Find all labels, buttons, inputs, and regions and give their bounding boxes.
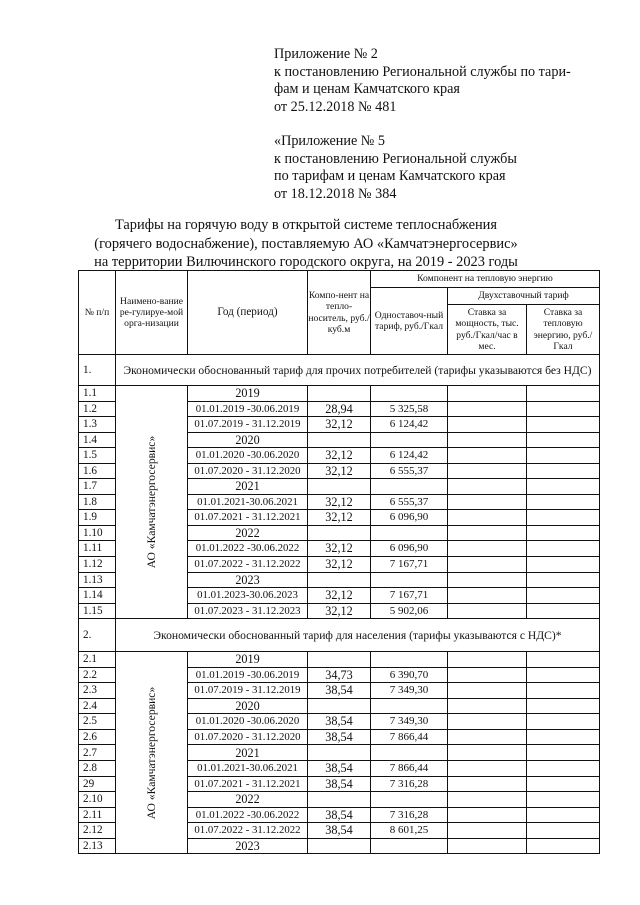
period-label: 01.01.2021-30.06.2021 <box>188 761 308 777</box>
row-num: 1.7 <box>79 479 116 495</box>
one-part-tariff <box>371 479 448 495</box>
row-num: 1.1 <box>79 386 116 402</box>
row-num: 1.5 <box>79 448 116 464</box>
period-label: 01.01.2020 -30.06.2020 <box>188 448 308 464</box>
power-rate <box>448 525 527 541</box>
header-line: от 25.12.2018 № 481 <box>274 98 397 115</box>
energy-rate <box>527 588 600 604</box>
period-label: 01.07.2023 - 31.12.2023 <box>188 603 308 619</box>
energy-rate <box>527 557 600 573</box>
water-component: 32,12 <box>308 417 371 433</box>
energy-rate <box>527 792 600 808</box>
period-label: 01.01.2023-30.06.2023 <box>188 588 308 604</box>
power-rate <box>448 401 527 417</box>
row-num: 2.3 <box>79 683 116 699</box>
header-line: к постановлению Региональной службы <box>274 150 517 167</box>
water-component <box>308 479 371 495</box>
row-num: 1.6 <box>79 463 116 479</box>
header-heat-group: Компонент на тепловую энергию <box>371 271 600 288</box>
power-rate <box>448 510 527 526</box>
period-label: 01.07.2019 - 31.12.2019 <box>188 683 308 699</box>
water-component <box>308 386 371 402</box>
power-rate <box>448 776 527 792</box>
section-title: Экономически обоснованный тариф для населения (тарифы указываются с НДС)* <box>116 619 600 652</box>
year-label: 2022 <box>188 792 308 808</box>
one-part-tariff <box>371 652 448 668</box>
water-component: 32,12 <box>308 603 371 619</box>
power-rate <box>448 479 527 495</box>
row-num: 1.15 <box>79 603 116 619</box>
water-component: 32,12 <box>308 494 371 510</box>
one-part-tariff <box>371 792 448 808</box>
power-rate <box>448 386 527 402</box>
row-num: 2.12 <box>79 823 116 839</box>
row-num: 2.7 <box>79 745 116 761</box>
organization-label: АО «Камчатэнергосервис» <box>144 435 158 569</box>
year-label: 2023 <box>188 838 308 854</box>
period-label: 01.07.2022 - 31.12.2022 <box>188 823 308 839</box>
power-rate <box>448 557 527 573</box>
water-component: 38,54 <box>308 729 371 745</box>
row-num: 2.4 <box>79 698 116 714</box>
row-num: 29 <box>79 776 116 792</box>
power-rate <box>448 541 527 557</box>
power-rate <box>448 698 527 714</box>
document-title: Тарифы на горячую воду в открытой системе теплоснабжения (горячего водоснабжение), поставляемую АО «Камчатэнергосервис» на территории Вилючинского городского округа, на 2019 - 2023 годы <box>94 217 518 270</box>
energy-rate <box>527 417 600 433</box>
period-label: 01.07.2020 - 31.12.2020 <box>188 729 308 745</box>
water-component <box>308 698 371 714</box>
one-part-tariff: 5 902,06 <box>371 603 448 619</box>
year-label: 2022 <box>188 525 308 541</box>
period-label: 01.01.2021-30.06.2021 <box>188 494 308 510</box>
one-part-tariff <box>371 838 448 854</box>
one-part-tariff: 6 096,90 <box>371 510 448 526</box>
organization-name <box>116 652 188 854</box>
header-num: № п/п <box>79 271 116 355</box>
energy-rate <box>527 401 600 417</box>
energy-rate <box>527 823 600 839</box>
year-label: 2020 <box>188 432 308 448</box>
water-component: 32,12 <box>308 557 371 573</box>
row-num: 1.10 <box>79 525 116 541</box>
year-label: 2021 <box>188 479 308 495</box>
power-rate <box>448 494 527 510</box>
water-component <box>308 432 371 448</box>
table-row <box>79 652 600 668</box>
organization-label: АО «Камчатэнергосервис» <box>144 686 158 819</box>
water-component: 32,12 <box>308 510 371 526</box>
water-component: 34,73 <box>308 667 371 683</box>
water-component: 32,12 <box>308 463 371 479</box>
period-label: 01.01.2022 -30.06.2022 <box>188 807 308 823</box>
energy-rate <box>527 652 600 668</box>
one-part-tariff: 7 167,71 <box>371 588 448 604</box>
power-rate <box>448 792 527 808</box>
one-part-tariff <box>371 432 448 448</box>
power-rate <box>448 572 527 588</box>
energy-rate <box>527 776 600 792</box>
power-rate <box>448 417 527 433</box>
water-component: 38,54 <box>308 683 371 699</box>
row-num: 2.13 <box>79 838 116 854</box>
water-component: 38,54 <box>308 776 371 792</box>
one-part-tariff: 7 866,44 <box>371 761 448 777</box>
row-num: 1.4 <box>79 432 116 448</box>
one-part-tariff: 6 390,70 <box>371 667 448 683</box>
header-line: от 18.12.2018 № 384 <box>274 185 397 202</box>
row-num: 2.10 <box>79 792 116 808</box>
energy-rate <box>527 510 600 526</box>
water-component: 38,54 <box>308 714 371 730</box>
one-part-tariff <box>371 572 448 588</box>
header-two-part: Двухставочный тариф <box>448 288 600 305</box>
period-label: 01.07.2021 - 31.12.2021 <box>188 510 308 526</box>
water-component: 32,12 <box>308 448 371 464</box>
water-component <box>308 652 371 668</box>
one-part-tariff: 7 349,30 <box>371 683 448 699</box>
power-rate <box>448 761 527 777</box>
header-line: по тарифам и ценам Камчатского края <box>274 168 506 184</box>
water-component: 38,54 <box>308 807 371 823</box>
year-label: 2019 <box>188 386 308 402</box>
energy-rate <box>527 745 600 761</box>
header-line: к постановлению Региональной службы по тари- <box>274 63 571 80</box>
period-label: 01.07.2022 - 31.12.2022 <box>188 557 308 573</box>
power-rate <box>448 729 527 745</box>
one-part-tariff: 6 124,42 <box>371 417 448 433</box>
period-label: 01.01.2022 -30.06.2022 <box>188 541 308 557</box>
year-label: 2023 <box>188 572 308 588</box>
one-part-tariff: 6 096,90 <box>371 541 448 557</box>
energy-rate <box>527 525 600 541</box>
organization-name <box>116 386 188 619</box>
row-num: 2.1 <box>79 652 116 668</box>
section-num: 1. <box>79 355 116 386</box>
one-part-tariff: 7 349,30 <box>371 714 448 730</box>
water-component: 38,54 <box>308 761 371 777</box>
energy-rate <box>527 572 600 588</box>
period-label: 01.07.2019 - 31.12.2019 <box>188 417 308 433</box>
one-part-tariff: 6 124,42 <box>371 448 448 464</box>
power-rate <box>448 683 527 699</box>
row-num: 1.9 <box>79 510 116 526</box>
row-num: 2.5 <box>79 714 116 730</box>
header-power-rate: Ставка за мощность, тыс. руб./Гкал/час в мес. <box>448 305 527 355</box>
row-num: 1.8 <box>79 494 116 510</box>
water-component <box>308 745 371 761</box>
power-rate <box>448 667 527 683</box>
row-num: 2.2 <box>79 667 116 683</box>
power-rate <box>448 652 527 668</box>
one-part-tariff: 7 316,28 <box>371 807 448 823</box>
one-part-tariff: 6 555,37 <box>371 463 448 479</box>
water-component: 38,54 <box>308 823 371 839</box>
header-line: фам и ценам Камчатского края <box>274 81 460 97</box>
section-num: 2. <box>79 619 116 652</box>
header-org: Наимено-вание ре-гулируе-мой орга-низации <box>116 271 188 355</box>
water-component <box>308 572 371 588</box>
one-part-tariff <box>371 525 448 541</box>
energy-rate <box>527 729 600 745</box>
header-energy-rate: Ставка за тепловую энергию, руб./Гкал <box>527 305 600 355</box>
tariff-table <box>78 270 600 854</box>
header-water: Компо-нент на тепло-носитель, руб./куб.м <box>308 271 371 355</box>
row-num: 2.11 <box>79 807 116 823</box>
period-label: 01.01.2019 -30.06.2019 <box>188 667 308 683</box>
energy-rate <box>527 541 600 557</box>
power-rate <box>448 807 527 823</box>
energy-rate <box>527 698 600 714</box>
row-num: 1.12 <box>79 557 116 573</box>
row-num: 1.14 <box>79 588 116 604</box>
period-label: 01.01.2020 -30.06.2020 <box>188 714 308 730</box>
period-label: 01.07.2021 - 31.12.2021 <box>188 776 308 792</box>
row-num: 1.2 <box>79 401 116 417</box>
power-rate <box>448 745 527 761</box>
header-line: Приложение № 2 <box>274 46 378 62</box>
energy-rate <box>527 463 600 479</box>
year-label: 2020 <box>188 698 308 714</box>
row-num: 1.13 <box>79 572 116 588</box>
row-num: 2.6 <box>79 729 116 745</box>
water-component: 32,12 <box>308 541 371 557</box>
power-rate <box>448 823 527 839</box>
energy-rate <box>527 714 600 730</box>
one-part-tariff: 7 167,71 <box>371 557 448 573</box>
one-part-tariff: 7 316,28 <box>371 776 448 792</box>
energy-rate <box>527 494 600 510</box>
row-num: 1.11 <box>79 541 116 557</box>
water-component: 28,94 <box>308 401 371 417</box>
power-rate <box>448 463 527 479</box>
energy-rate <box>527 667 600 683</box>
one-part-tariff <box>371 698 448 714</box>
water-component <box>308 792 371 808</box>
header-one-part: Одноставоч-ный тариф, руб./Гкал <box>371 288 448 355</box>
power-rate <box>448 432 527 448</box>
header-line: «Приложение № 5 <box>274 133 385 149</box>
power-rate <box>448 838 527 854</box>
power-rate <box>448 603 527 619</box>
energy-rate <box>527 683 600 699</box>
row-num: 1.3 <box>79 417 116 433</box>
one-part-tariff <box>371 745 448 761</box>
table-row <box>79 386 600 402</box>
one-part-tariff: 7 866,44 <box>371 729 448 745</box>
power-rate <box>448 448 527 464</box>
one-part-tariff: 8 601,25 <box>371 823 448 839</box>
year-label: 2019 <box>188 652 308 668</box>
energy-rate <box>527 761 600 777</box>
water-component <box>308 838 371 854</box>
header-period: Год (период) <box>188 271 308 355</box>
year-label: 2021 <box>188 745 308 761</box>
energy-rate <box>527 838 600 854</box>
energy-rate <box>527 432 600 448</box>
power-rate <box>448 588 527 604</box>
one-part-tariff <box>371 386 448 402</box>
one-part-tariff: 5 325,58 <box>371 401 448 417</box>
appendix-header <box>274 46 571 203</box>
energy-rate <box>527 807 600 823</box>
energy-rate <box>527 448 600 464</box>
period-label: 01.07.2020 - 31.12.2020 <box>188 463 308 479</box>
period-label: 01.01.2019 -30.06.2019 <box>188 401 308 417</box>
power-rate <box>448 714 527 730</box>
energy-rate <box>527 386 600 402</box>
energy-rate <box>527 479 600 495</box>
section-title: Экономически обоснованный тариф для прочих потребителей (тарифы указываются без НДС) <box>116 355 600 386</box>
one-part-tariff: 6 555,37 <box>371 494 448 510</box>
energy-rate <box>527 603 600 619</box>
row-num: 2.8 <box>79 761 116 777</box>
water-component <box>308 525 371 541</box>
water-component: 32,12 <box>308 588 371 604</box>
